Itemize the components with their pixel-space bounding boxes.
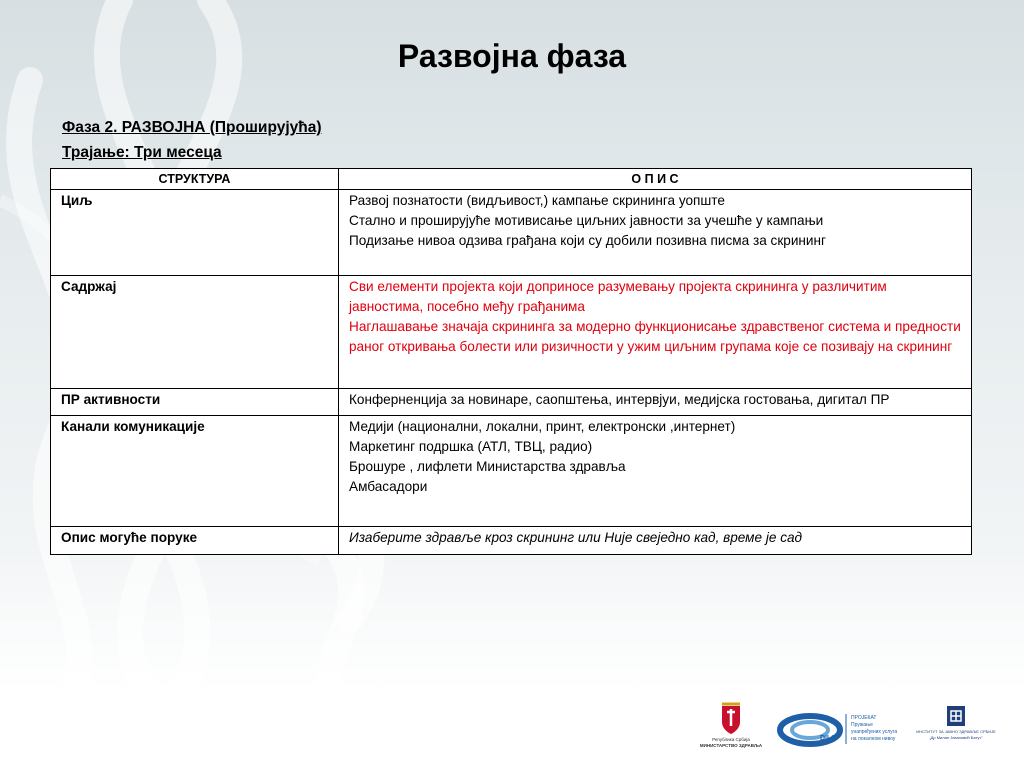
header-description: О П И С bbox=[339, 169, 972, 190]
description-line: Брошуре , лифлети Министарства здравља bbox=[349, 459, 626, 474]
table-row-pr bbox=[51, 389, 972, 416]
dils-logo-badge: DILS bbox=[820, 735, 836, 742]
dils-logo-line3: унапређених услуга bbox=[851, 729, 898, 735]
description-line: Сви елементи пројекта који доприносе разумевању пројекта скрининга у различитим јавностима, посебно међу грађанима bbox=[349, 279, 887, 314]
description-line: Стално и проширујуће мотивисање циљних јавности за учешће у кампањи bbox=[349, 213, 824, 228]
row-description bbox=[339, 527, 972, 555]
row-label: Циљ bbox=[51, 190, 339, 276]
table-row-content bbox=[51, 276, 972, 389]
table-header-row bbox=[51, 169, 972, 190]
ministry-logo-line2: МИНИСТАРСТВО ЗДРАВЉА bbox=[699, 743, 763, 748]
row-description bbox=[339, 416, 972, 527]
header-structure: СТРУКТУРА bbox=[51, 169, 339, 190]
row-label: Опис могуће поруке bbox=[51, 527, 339, 555]
table-row-channels bbox=[51, 416, 972, 527]
row-description bbox=[339, 190, 972, 276]
dils-logo-line1: ПРОЈЕКАТ bbox=[851, 715, 877, 721]
table-row-message bbox=[51, 527, 972, 555]
description-line: Изаберите здравље кроз скрининг или Није свеједно кад, време је сад bbox=[349, 530, 803, 545]
description-line: Маркетинг подршка (АТЛ, ТВЦ, радио) bbox=[349, 439, 593, 454]
description-line: Наглашавање значаја скрининга за модерно функционисање здравственог система и предности раног откривања болести или ризичности у ужим циљним групама које се позивају на скрининг bbox=[349, 319, 961, 354]
row-description bbox=[339, 389, 972, 416]
footer-logos bbox=[0, 700, 1024, 760]
dils-logo-line2: Пружање bbox=[851, 722, 873, 728]
ministry-logo-line1: Република Србија bbox=[712, 737, 750, 742]
table-row-goal bbox=[51, 190, 972, 276]
row-label: ПР активности bbox=[51, 389, 339, 416]
phase-table bbox=[50, 168, 972, 555]
description-line: Медији (национални, локални, принт, електронски ,интернет) bbox=[349, 419, 736, 434]
institute-logo-line2: „Др Милан Јовановић Батут" bbox=[929, 735, 983, 740]
slide-title: Развојна фаза bbox=[397, 38, 627, 74]
dils-logo-line4: на локалном нивоу bbox=[851, 736, 896, 742]
description-line: Развој познатости (видљивост,) кампање скрининга уопште bbox=[349, 193, 725, 208]
description-line: Конферненција за новинаре, саопштења, интервјуи, медијска гостовања, дигитал ПР bbox=[349, 392, 890, 407]
duration-heading: Трајање: Три месеца bbox=[62, 144, 222, 161]
institute-logo-line1: ИНСТИТУТ ЗА ЈАВНО ЗДРАВЉЕ СРБИЈЕ bbox=[916, 729, 996, 734]
description-line: Амбасадори bbox=[349, 479, 428, 494]
description-line: Подизање нивоа одзива грађана који су добили позивна писма за скрининг bbox=[349, 233, 826, 248]
ministry-logo bbox=[700, 704, 763, 748]
dils-logo bbox=[780, 714, 897, 744]
phase-heading: Фаза 2. РАЗВОЈНА (Проширујућа) bbox=[62, 119, 322, 136]
row-description bbox=[339, 276, 972, 389]
row-label: Канали комуникације bbox=[51, 416, 339, 527]
institute-logo bbox=[916, 706, 996, 740]
row-label: Садржај bbox=[51, 276, 339, 389]
